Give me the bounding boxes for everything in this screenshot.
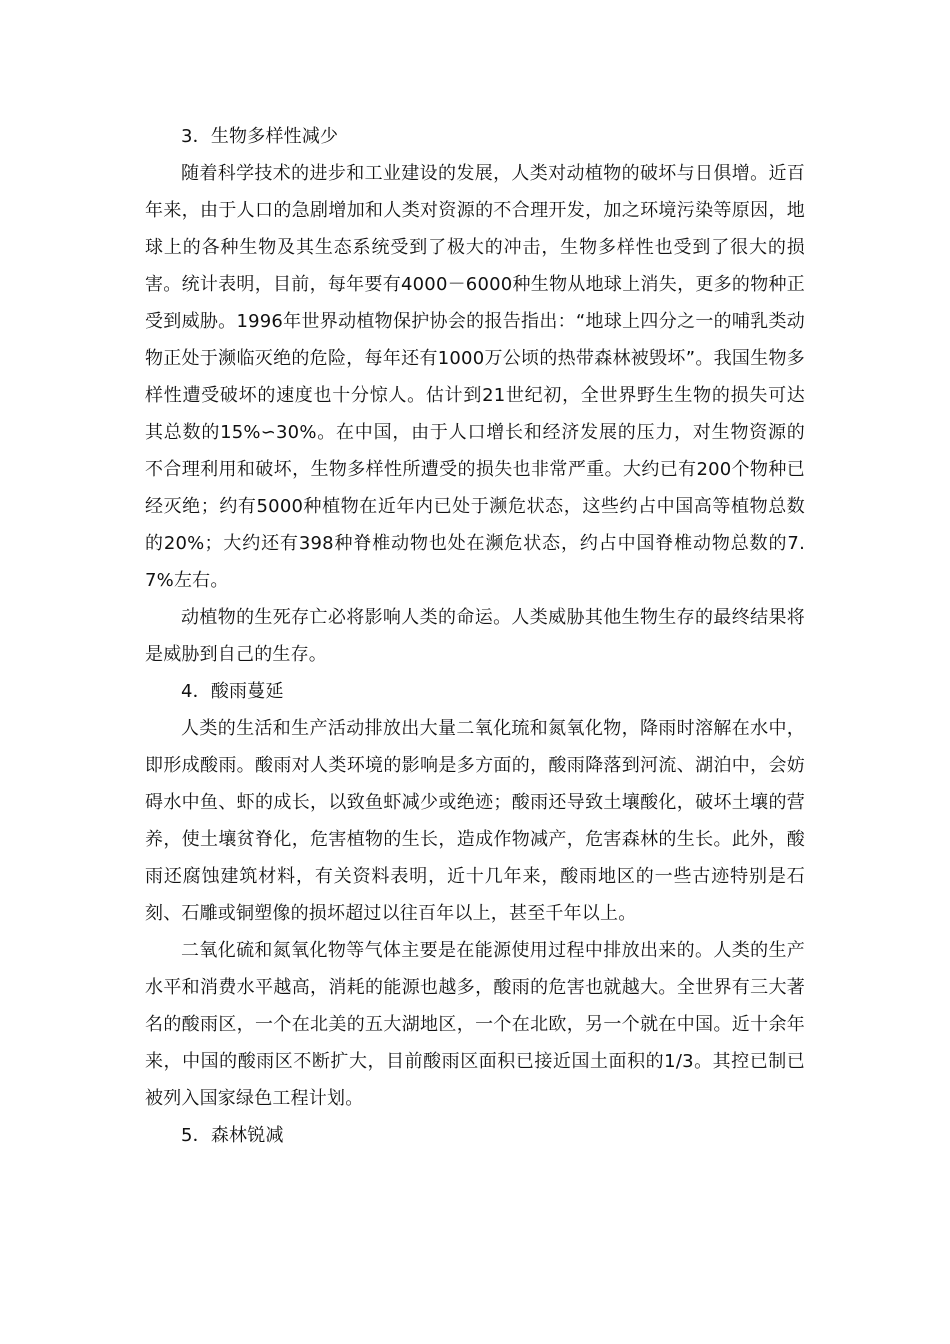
section-heading-biodiversity: 3．生物多样性减少 bbox=[181, 126, 339, 147]
section-heading-acid-rain: 4．酸雨蔓延 bbox=[181, 681, 284, 702]
paragraph-acid-rain-effects: 人类的生活和生产活动排放出大量二氧化琉和氮氧化物，降雨时溶解在水中，即形成酸雨。酸雨对人类环境的影响是多方面的，酸雨降落到河流、湖泊中，会妨碍水中鱼、虾的成长，以致鱼虾减少或绝迹；酸雨还导致土壤酸化，破坏土壤的营养，使土壤贫脊化，危害植物的生长，造成作物减产，危害森林的生长。此外，酸雨还腐蚀建筑材料，有关资料表明，近十几年来，酸雨地区的一些古迹特别是石刻、石雕或铜塑像的损坏超过以往百年以上，甚至千年以上。 bbox=[145, 718, 805, 924]
paragraph-biodiversity-conclusion: 动植物的生死存亡必将影响人类的命运。人类威胁其他生物生存的最终结果将是威胁到自己的生存。 bbox=[145, 607, 805, 665]
paragraph-acid-rain-sources: 二氧化硫和氮氧化物等气体主要是在能源使用过程中排放出来的。人类的生产水平和消费水平越高，消耗的能源也越多，酸雨的危害也就越大。全世界有三大著名的酸雨区，一个在北美的五大湖地区，一个在北欧，另一个就在中国。近十余年来，中国的酸雨区不断扩大，目前酸雨区面积已接近国土面积的1/3。其控已制已被列入国家绿色工程计划。 bbox=[145, 940, 805, 1109]
paragraph-biodiversity-statistics: 随着科学技术的进步和工业建设的发展，人类对动植物的破坏与日俱增。近百年来，由于人口的急剧增加和人类对资源的不合理开发，加之环境污染等原因，地球上的各种生物及其生态系统受到了极大的冲击，生物多样性也受到了很大的损害。统计表明，目前，每年要有4000－6000种生物从地球上消失，更多的物种正受到威胁。1996年世界动植物保护协会的报告指出：“地球上四分之一的哺乳类动物正处于濒临灭绝的危险，每年还有1000万公顷的热带森林被毁坏”。我国生物多样性遭受破坏的速度也十分惊人。估计到21世纪初，全世界野生生物的损失可达其总数的15%∽30%。在中国，由于人口增长和经济发展的压力，对生物资源的不合理利用和破坏，生物多样性所遭受的损失也非常严重。大约已有200个物种已经灭绝；约有5000种植物在近年内已处于濒危状态，这些约占中国高等植物总数的20%；大约还有398种脊椎动物也处在濒危状态，约占中国脊椎动物总数的7.7%左右。 bbox=[145, 163, 805, 591]
document-body bbox=[145, 118, 805, 1154]
section-heading-deforestation: 5．森林锐减 bbox=[181, 1125, 284, 1146]
